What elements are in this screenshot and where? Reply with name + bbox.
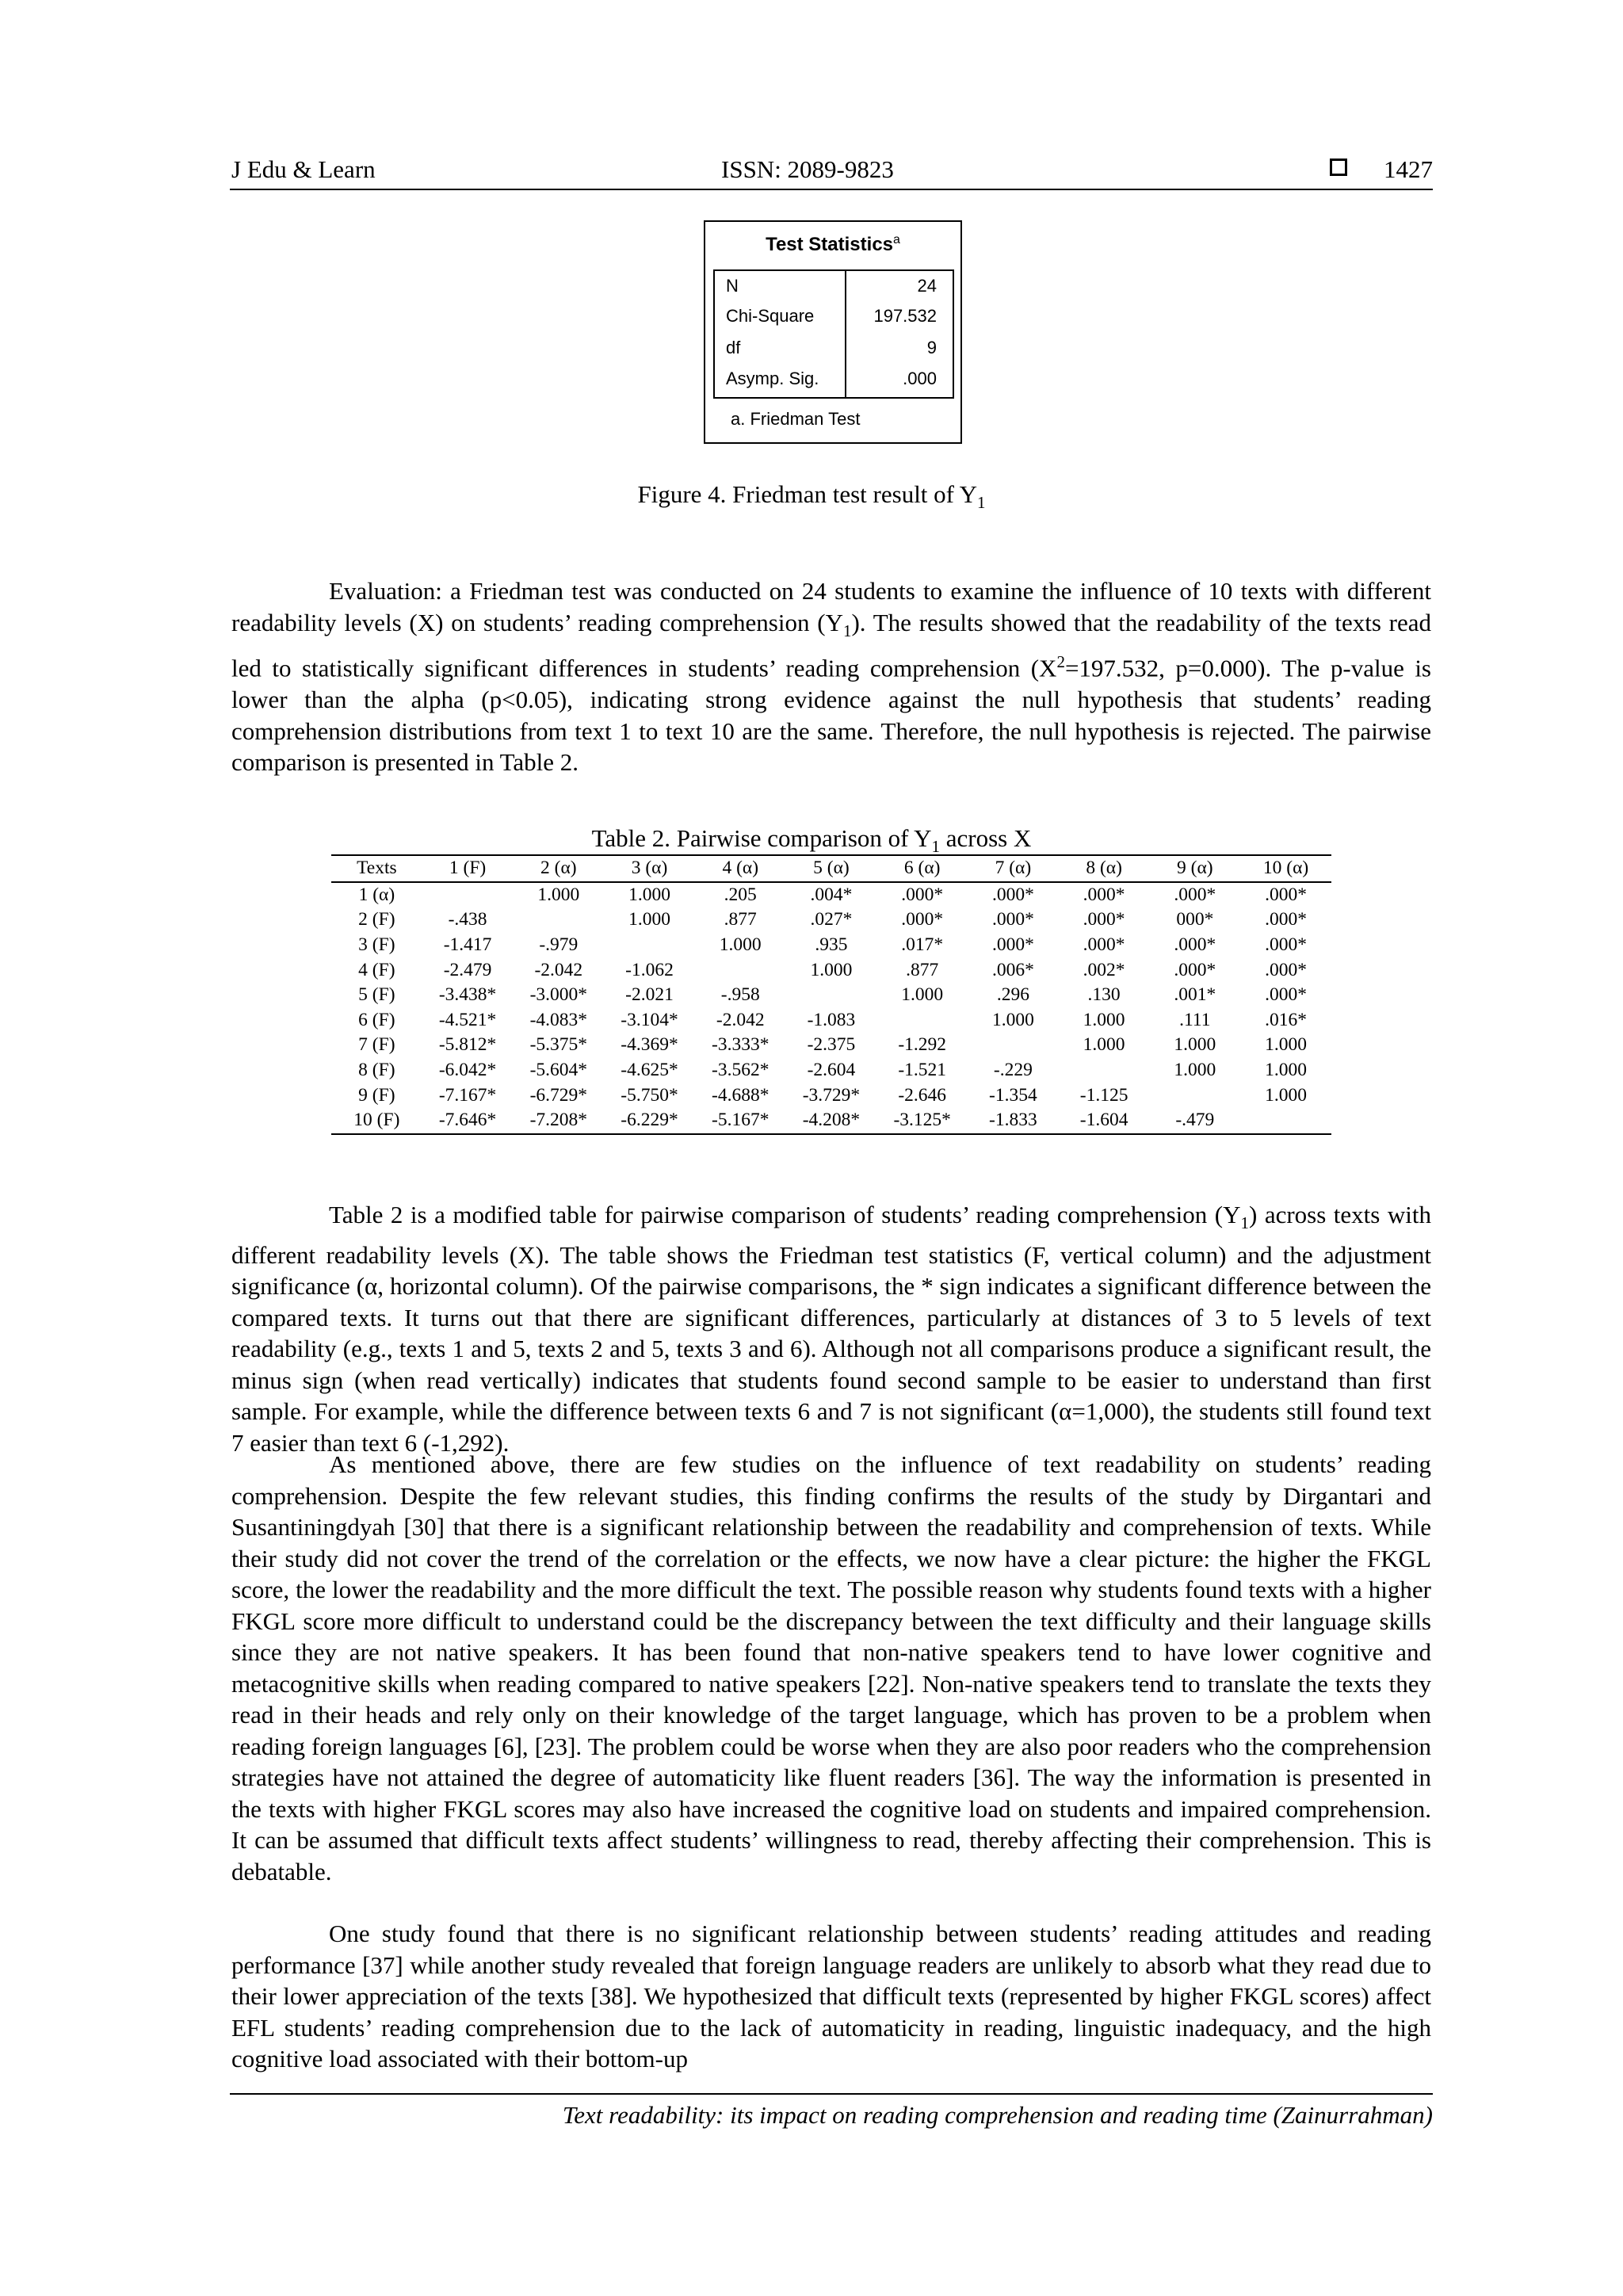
table-cell: .000*: [1174, 959, 1216, 980]
table-cell: -3.333*: [712, 1034, 769, 1056]
table-cell: .000*: [1265, 909, 1308, 930]
column-header: 5 (α): [813, 858, 850, 879]
table-cell: .002*: [1083, 959, 1125, 980]
table-row: [331, 907, 1331, 933]
checkbox-square-icon: [1330, 159, 1347, 176]
table-row: [331, 1008, 1331, 1033]
row-label: 9 (F): [358, 1084, 395, 1106]
test-statistics-grid: [713, 269, 954, 399]
table-cell: .000*: [1083, 909, 1125, 930]
table-cell: .000*: [1265, 959, 1308, 980]
table-cell: -2.646: [898, 1084, 947, 1106]
table-cell: -7.646*: [438, 1110, 497, 1131]
table-cell: -.438: [448, 909, 487, 930]
table-cell: [695, 957, 786, 983]
figure-caption: Figure 4. Friedman test result of $Y_1$: [637, 480, 986, 513]
table-cell: .000*: [991, 909, 1034, 930]
row-label: 2 (F): [358, 909, 395, 930]
discussion-paragraph-2: One study found that there is no significant relationship between students’ reading attitudes and reading performance [37] while another study revealed that foreign language readers are unlikely to absorb what they read due to their lower appreciation of the texts [38]. We hypothesized that difficult texts (represented by higher FKGL scores) affect EFL students’ reading comprehension due to the lack of automaticity in reading, linguistic inadequacy, and the high cognitive load associated with their bottom-up: [231, 1920, 1431, 2073]
column-header: 6 (α): [903, 858, 941, 879]
table-cell: -4.625*: [621, 1060, 678, 1081]
table-cell: .000*: [901, 909, 944, 930]
table-cell: -1.083: [807, 1009, 856, 1030]
table-cell: -4.369*: [621, 1034, 678, 1056]
table-cell: 1.000: [719, 934, 762, 956]
table-cell: .130: [1087, 984, 1121, 1006]
table-cell: 1.000: [628, 884, 670, 905]
table-cell: .877: [724, 909, 757, 930]
table-cell: -.958: [720, 984, 760, 1006]
table-cell: 1.000: [1083, 1034, 1125, 1056]
row-label: 6 (F): [358, 1009, 395, 1030]
issn: ISSN: 2089-9823: [721, 155, 894, 183]
table-cell: -.479: [1175, 1110, 1215, 1131]
table-cell: .006*: [991, 959, 1034, 980]
table-cell: -4.688*: [712, 1084, 769, 1106]
table-cell: -3.562*: [712, 1060, 769, 1081]
table-cell: -7.167*: [438, 1084, 497, 1106]
table-cell: [786, 983, 877, 1008]
running-title: Text readability: its impact on reading comprehension and reading time (Zainurrahman): [562, 2101, 1433, 2129]
table-cell: -1.292: [898, 1034, 947, 1056]
stat-row: Asymp. Sig. .000: [726, 369, 937, 388]
table-cell: -5.375*: [529, 1034, 588, 1056]
table-cell: [1059, 1058, 1150, 1083]
table-cell: .000*: [1174, 934, 1216, 956]
table-cell: .000*: [1265, 934, 1308, 956]
table-cell: -.979: [539, 934, 579, 956]
table-cell: -.229: [993, 1060, 1033, 1081]
row-label: 8 (F): [358, 1060, 395, 1081]
table-cell: -4.208*: [802, 1110, 861, 1131]
table-row: [331, 882, 1331, 908]
table-caption: Table 2. Pairwise comparison of $Y_1$ across X: [591, 824, 1032, 857]
table-cell: -1.521: [898, 1060, 947, 1081]
table-cell: 1.000: [1265, 1034, 1308, 1056]
table-cell: -1.417: [443, 934, 492, 956]
table-cell: -1.833: [989, 1110, 1037, 1131]
table2-discussion-paragraph: Table 2 is a modified table for pairwise comparison of students’ reading comprehension $(Y_1)$ across texts with different readability levels (X). The table shows the Friedman test statistics (F, vertical column) and the adjustment significance (α, horizontal column). Of the pairwise comparisons, the * sign indicates a significant difference between the compared texts. It turns out that there are significant differences, particularly at distances of 3 to 5 levels of text readability (e.g., texts 1 and 5, texts 2 and 5, texts 3 and 6). Although not all comparisons produce a significant result, the minus sign (when read vertically) indicates that students found second sample to be easier to understand than first sample. For example, while the difference between texts 6 and 7 is not significant (α=1,000), the students still found text 7 easier than text 6 (-1,292).: [231, 1201, 1431, 1457]
table-cell: .016*: [1265, 1009, 1308, 1030]
test-statistics-title: Test Statistics$^a$: [766, 233, 900, 255]
table-cell: [1240, 1108, 1331, 1134]
table-cell: [513, 907, 604, 933]
table-cell: -3.125*: [893, 1110, 951, 1131]
test-statistics-figure: [704, 220, 962, 444]
table-cell: .000*: [901, 884, 944, 905]
table-row: [331, 983, 1331, 1008]
table-cell: [876, 1008, 968, 1033]
table-cell: 000*: [1176, 909, 1214, 930]
table-cell: -7.208*: [529, 1110, 588, 1131]
table-cell: 1.000: [1265, 1084, 1308, 1106]
column-header: 4 (α): [722, 858, 759, 879]
table-cell: 1.000: [901, 984, 944, 1006]
table-row: [331, 933, 1331, 958]
table-cell: -5.812*: [438, 1034, 497, 1056]
table-cell: 1.000: [991, 1009, 1034, 1030]
table-cell: 1.000: [537, 884, 580, 905]
table-cell: .000*: [1174, 884, 1216, 905]
column-header: 3 (α): [631, 858, 668, 879]
table-cell: 1.000: [1083, 1009, 1125, 1030]
column-header: 7 (α): [995, 858, 1032, 879]
pairwise-comparison-table: [331, 854, 1331, 1135]
table-cell: -6.729*: [529, 1084, 588, 1106]
column-header: 1 (F): [449, 858, 487, 879]
table-cell: 1.000: [810, 959, 853, 980]
table-cell: -1.062: [625, 959, 674, 980]
table-row: [331, 1083, 1331, 1108]
table-cell: 1.000: [1174, 1060, 1216, 1081]
table-cell: -2.042: [716, 1009, 765, 1030]
table-cell: .000*: [1265, 884, 1308, 905]
row-label: 10 (F): [353, 1110, 400, 1131]
table-cell: -2.042: [534, 959, 583, 980]
test-statistics-footnote: a. Friedman Test: [731, 409, 861, 429]
table-cell: -3.729*: [802, 1084, 861, 1106]
table-cell: [422, 882, 514, 908]
table-cell: .000*: [1083, 884, 1125, 905]
table-cell: -3.438*: [438, 984, 497, 1006]
stat-row: df 9: [726, 338, 937, 357]
table-cell: -6.042*: [438, 1060, 497, 1081]
row-label: 3 (F): [358, 934, 395, 956]
table-cell: .000*: [991, 934, 1034, 956]
journal-name: J Edu & Learn: [231, 155, 376, 183]
table-cell: -3.000*: [529, 984, 588, 1006]
column-header: 10 (α): [1262, 858, 1309, 879]
evaluation-paragraph: Evaluation: a Friedman test was conducted on 24 students to examine the influence of 10 texts with different readability levels (X) on students’ reading comprehension $(Y_1)$. The results showed that the readability of the texts read led to statistically significant differences in students’ reading comprehension ($X^2=197.532$, p=0.000). The p-value is lower than the alpha (p<0.05), indicating strong evidence against the null hypothesis that students’ reading comprehension distributions from text 1 to text 10 are the same. Therefore, the null hypothesis is rejected. The pairwise comparison is presented in Table 2.: [231, 577, 1431, 777]
table-cell: -1.604: [1079, 1110, 1128, 1131]
table-cell: .877: [906, 959, 939, 980]
table-cell: .111: [1179, 1009, 1211, 1030]
table-cell: -2.375: [807, 1034, 856, 1056]
column-header: Texts: [357, 858, 397, 879]
table-cell: [968, 1033, 1059, 1058]
table-cell: -2.021: [625, 984, 674, 1006]
stat-row: Chi-Square 197.532: [726, 306, 937, 326]
table-cell: 1.000: [628, 909, 670, 930]
row-label: 1 (α): [358, 884, 395, 905]
table-cell: .000*: [1265, 984, 1308, 1006]
table-cell: .001*: [1174, 984, 1216, 1006]
table-cell: .017*: [901, 934, 944, 956]
table-cell: -1.125: [1079, 1084, 1128, 1106]
table-cell: -5.167*: [712, 1110, 769, 1131]
table-cell: -3.104*: [621, 1009, 678, 1030]
page-header: [230, 152, 1433, 190]
table-cell: [604, 933, 695, 958]
table-cell: .205: [724, 884, 757, 905]
table-cell: .000*: [991, 884, 1034, 905]
stat-row: N 24: [726, 276, 937, 296]
column-header: 9 (α): [1177, 858, 1213, 879]
row-label: 7 (F): [358, 1034, 395, 1056]
table-row: [331, 1058, 1331, 1083]
table-cell: .027*: [810, 909, 853, 930]
table-cell: .000*: [1083, 934, 1125, 956]
table-cell: 1.000: [1265, 1060, 1308, 1081]
table-cell: -5.750*: [621, 1084, 678, 1106]
row-label: 5 (F): [358, 984, 395, 1006]
table-cell: -4.521*: [438, 1009, 497, 1030]
table-cell: [1149, 1083, 1240, 1108]
table-cell: .296: [996, 984, 1029, 1006]
discussion-paragraph: As mentioned above, there are few studies on the influence of text readability on students’ reading comprehension. Despite the few relevant studies, this finding confirms the results of the study by Dirgantari and Susantiningdyah [30] that there is a significant relationship between the readability and comprehension of texts. While their study did not cover the trend of the correlation or the effects, we now have a clear picture: the higher the FKGL score, the lower the readability and the more difficult the text. The possible reason why students found texts with a higher FKGL score more difficult to understand could be the discrepancy between the text difficulty and their language skills since they are not native speakers. It has been found that non-native speakers tend to have lower cognitive and metacognitive skills when reading compared to native speakers [22]. Non-native speakers tend to translate the texts they read in their heads and rely only on their knowledge of the target language, which has proven to be a problem when reading foreign languages [6], [23]. The problem could be worse when they are also poor readers who the comprehension strategies have not attained the degree of automaticity like fluent readers [36]. The way the information is presented in the texts with higher FKGL scores may also have increased the cognitive load on students and impaired comprehension. It can be assumed that difficult texts affect students’ willingness to read, thereby affecting their comprehension. This is debatable.: [231, 1450, 1431, 1885]
row-label: 4 (F): [358, 959, 395, 980]
table-cell: -6.229*: [621, 1110, 678, 1131]
table-cell: .004*: [810, 884, 853, 905]
table-header-row: [331, 855, 1331, 882]
column-header: 2 (α): [540, 858, 577, 879]
table-row: [331, 1033, 1331, 1058]
table-row: [331, 957, 1331, 983]
table-row: [331, 1108, 1331, 1134]
page-number: 1427: [1384, 155, 1433, 183]
table-cell: -1.354: [989, 1084, 1037, 1106]
table-cell: .935: [815, 934, 848, 956]
table-cell: -5.604*: [529, 1060, 588, 1081]
page-footer: [230, 2093, 1433, 2129]
column-header: 8 (α): [1086, 858, 1122, 879]
table-cell: -2.604: [807, 1060, 856, 1081]
table-cell: -2.479: [443, 959, 492, 980]
table-cell: -4.083*: [529, 1009, 588, 1030]
table-cell: 1.000: [1174, 1034, 1216, 1056]
